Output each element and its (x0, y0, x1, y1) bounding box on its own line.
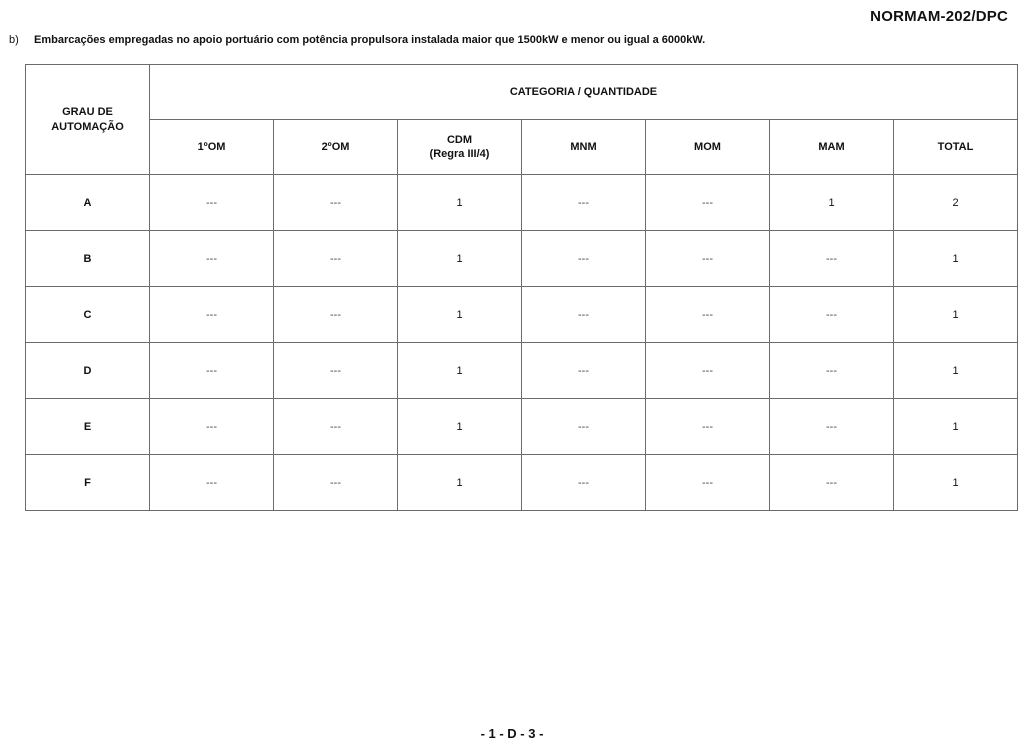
table-cell: --- (646, 287, 770, 343)
table-cell: --- (522, 399, 646, 455)
category-quantity-table (25, 64, 1018, 511)
grau-label-line1: GRAU DE (62, 105, 113, 118)
grau-cell: A (26, 175, 150, 231)
table-row (26, 231, 1018, 287)
table-cell: --- (646, 343, 770, 399)
table-cell: --- (646, 231, 770, 287)
table-cell: --- (770, 399, 894, 455)
table-cell: --- (522, 175, 646, 231)
table-cell: --- (150, 231, 274, 287)
table-cell: 1 (894, 343, 1018, 399)
grau-cell: C (26, 287, 150, 343)
table-cell: 1 (894, 455, 1018, 511)
grau-cell: D (26, 343, 150, 399)
col-header-total: TOTAL (894, 120, 1018, 175)
table-cell: 1 (398, 287, 522, 343)
table-row (26, 287, 1018, 343)
col-header-cdm (398, 120, 522, 175)
table-row (26, 343, 1018, 399)
table-cell: 1 (398, 399, 522, 455)
cdm-note: (Regra III/4) (429, 148, 490, 160)
col-header-2om: 2ºOM (274, 120, 398, 175)
table-cell: --- (274, 399, 398, 455)
table-cell: 1 (398, 231, 522, 287)
document-code: NORMAM-202/DPC (870, 8, 1008, 25)
col-header-mam: MAM (770, 120, 894, 175)
table-row (26, 175, 1018, 231)
table-row (26, 455, 1018, 511)
table-cell: --- (770, 455, 894, 511)
table-cell: --- (770, 287, 894, 343)
table-body (26, 175, 1018, 511)
table-cell: --- (646, 455, 770, 511)
table-cell: --- (274, 343, 398, 399)
table-cell: --- (150, 455, 274, 511)
table-cell: --- (274, 175, 398, 231)
table-cell: --- (274, 455, 398, 511)
table-cell: --- (522, 343, 646, 399)
table-cell: 1 (770, 175, 894, 231)
table-cell: --- (522, 287, 646, 343)
page-number: - 1 - D - 3 - (480, 726, 544, 741)
col-header-1om: 1ºOM (150, 120, 274, 175)
table-cell: --- (150, 287, 274, 343)
table-cell: 1 (398, 343, 522, 399)
table-row (26, 399, 1018, 455)
section-heading (9, 34, 705, 46)
cdm-label: CDM (446, 134, 473, 146)
table-cell: --- (522, 231, 646, 287)
table-cell: --- (522, 455, 646, 511)
grau-cell: F (26, 455, 150, 511)
table-cell: 1 (894, 399, 1018, 455)
table-cell: --- (150, 399, 274, 455)
table-cell: 1 (894, 231, 1018, 287)
table-cell: --- (646, 175, 770, 231)
grau-label-line2: AUTOMAÇÃO (51, 120, 124, 133)
table-cell: 1 (398, 175, 522, 231)
table-cell: --- (274, 287, 398, 343)
header-row-columns (26, 120, 1018, 175)
table-cell: --- (274, 231, 398, 287)
table-cell: 2 (894, 175, 1018, 231)
grau-cell: B (26, 231, 150, 287)
table-cell: --- (646, 399, 770, 455)
section-heading-text: Embarcações empregadas no apoio portuário com potência propulsora instalada maior que 1500kW e menor ou igual a 6000kW. (34, 34, 706, 46)
category-quantity-header: CATEGORIA / QUANTIDADE (150, 65, 1018, 120)
grau-cell: E (26, 399, 150, 455)
table-cell: --- (770, 343, 894, 399)
col-header-mom: MOM (646, 120, 770, 175)
header-row-top (26, 65, 1018, 120)
section-marker: b) (9, 34, 19, 46)
grau-automacao-header (26, 65, 150, 175)
col-header-mnm: MNM (522, 120, 646, 175)
table-cell: 1 (398, 455, 522, 511)
table-cell: --- (150, 343, 274, 399)
table-cell: --- (770, 231, 894, 287)
table-cell: --- (150, 175, 274, 231)
table-cell: 1 (894, 287, 1018, 343)
